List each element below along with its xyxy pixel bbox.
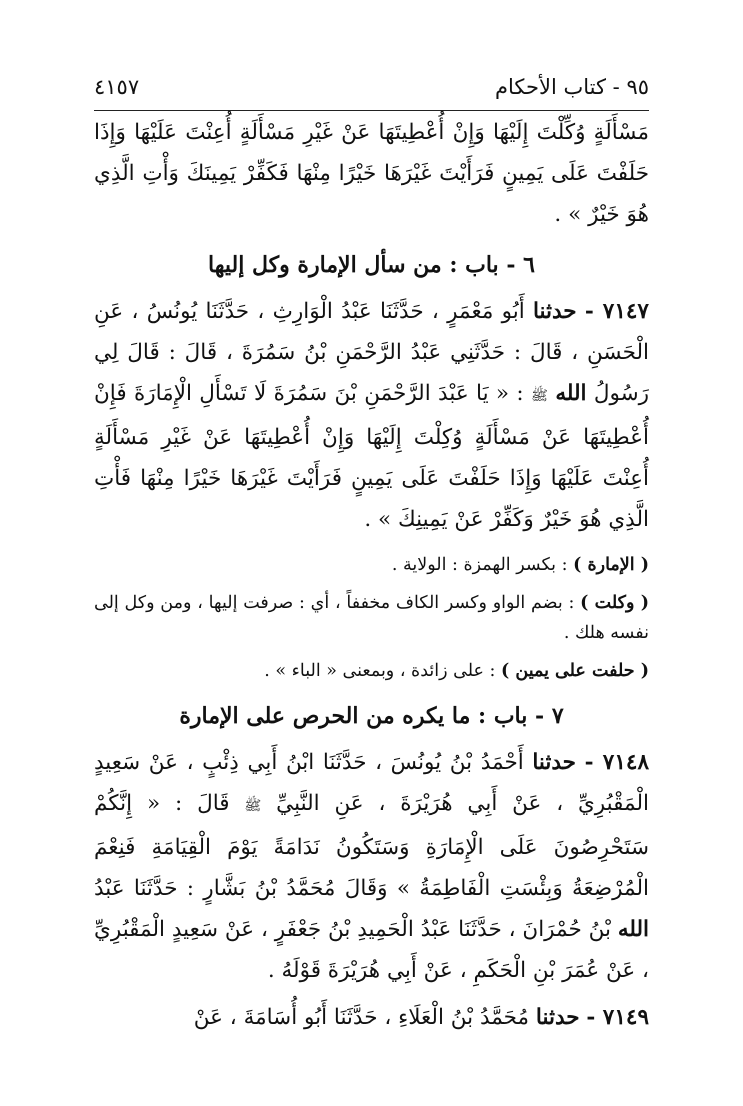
hadith-7149 [94, 997, 649, 1038]
hadith-7147 [94, 291, 649, 540]
note-term: ( الإمارة ) [573, 555, 649, 575]
note-imara [94, 550, 649, 580]
chapter-heading-6: ٦ - باب : من سأل الإمارة وكل إليها [208, 252, 535, 278]
hadith-lead: حدثنا [535, 1005, 580, 1030]
hadith-text: أَبُو مَعْمَرٍ ، حَدَّثَنَا عَبْدُ الْوَارِثِ ، حَدَّثَنَا يُونُسُ ، عَنِ الْحَسَنِ ، قَالَ : حَدَّثَنِي عَبْدُ الرَّحْمَنِ بْنُ سَمُرَةَ ، قَالَ : قَالَ لِي رَسُولُ [94, 299, 649, 406]
hadith-text: مُحَمَّدُ بْنُ الْعَلَاءِ ، حَدَّثَنَا أَبُو أُسَامَةَ ، عَنْ [193, 1005, 530, 1030]
allah-word: الله [617, 917, 650, 942]
note-wukilta [94, 588, 649, 648]
hadith-7148 [94, 742, 649, 991]
note-term: ( حلفت على يمين ) [501, 661, 649, 681]
note-text: : على زائدة ، وبمعنى « الباء » . [264, 661, 496, 681]
note-term: ( وكلت ) [580, 593, 649, 613]
hadith-lead: حدثنا [532, 750, 576, 775]
hadith-text-rest: : « يَا عَبْدَ الرَّحْمَنِ بْنَ سَمُرَةَ لَا تَسْأَلِ الْإِمَارَةَ فَإِنْ أُعْطِيتَهَا عَنْ مَسْأَلَةٍ وُكِلْتَ إِلَيْهَا وَإِنْ أُعْطِيتَهَا عَنْ غَيْرِ مَسْأَلَةٍ أُعِنْتَ عَلَيْهَا وَإِذَا حَلَفْتَ عَلَى يَمِينٍ فَرَأَيْتَ غَيْرَهَا خَيْرًا مِنْهَا فَأْتِ الَّذِي هُوَ خَيْرٌ وَكَفِّرْ عَنْ يَمِينِكَ » . [94, 381, 649, 532]
hadith-lead: حدثنا [533, 299, 577, 324]
intro-paragraph: مَسْأَلَةٍ وُكِّلْتَ إِلَيْهَا وَإِنْ أُعْطِيتَهَا عَنْ غَيْرِ مَسْأَلَةٍ أُعِنْتَ عَلَيْهَا وَإِذَا حَلَفْتَ عَلَى يَمِينٍ فَرَأَيْتَ غَيْرَهَا خَيْرًا مِنْهَا فَكَفِّرْ يَمِينَكَ وَأْتِ الَّذِي هُوَ خَيْرٌ » . [94, 120, 649, 227]
page-body [94, 112, 649, 1038]
hadith-text-rest: قَالَ : « إِنَّكُمْ سَتَحْرِصُونَ عَلَى الْإِمَارَةِ وَسَتَكُونُ نَدَامَةً يَوْمَ الْقِيَامَةِ فَنِعْمَ الْمُرْضِعَةُ وَبِئْسَتِ الْفَاطِمَةُ » وَقَالَ مُحَمَّدُ بْنُ بَشَّارٍ : حَدَّثَنَا عَبْدُ [94, 791, 649, 901]
header-divider [94, 110, 649, 111]
chapter-title: ٩٥ - كتاب الأحكام [495, 75, 649, 99]
note-text: : بكسر الهمزة : الولاية . [391, 555, 568, 575]
salutation-seal: ﷺ [244, 798, 262, 814]
note-halafta [94, 656, 649, 686]
chapter-heading-7: ٧ - باب : ما يكره من الحرص على الإمارة [179, 703, 564, 729]
note-text: : بضم الواو وكسر الكاف مخففاً ، أي : صرفت إليها ، ومن وكل إلى نفسه هلك . [94, 593, 649, 643]
salutation-seal: ﷺ [531, 388, 548, 404]
running-header [94, 68, 649, 106]
hadith-number: ٧١٤٨ - [584, 750, 649, 775]
hadith-text-rest2: بْنُ حُمْرَانَ ، حَدَّثَنَا عَبْدُ الْحَمِيدِ بْنُ جَعْفَرٍ ، عَنْ سَعِيدٍ الْمَقْبُرِيِّ ، عَنْ عُمَرَ بْنِ الْحَكَمِ ، عَنْ أَبِي هُرَيْرَةَ قَوْلَهُ . [94, 917, 649, 983]
hadith-number: ٧١٤٩ - [586, 1005, 649, 1030]
allah-word: الله [555, 381, 587, 406]
page-number: ٤١٥٧ [94, 75, 140, 99]
hadith-text: أَحْمَدُ بْنُ يُونُسَ ، حَدَّثَنَا ابْنُ أَبِي ذِئْبٍ ، عَنْ سَعِيدٍ الْمَقْبُرِيِّ ، عَنْ أَبِي هُرَيْرَةَ ، عَنِ النَّبِيِّ [94, 750, 649, 816]
hadith-number: ٧١٤٧ - [584, 299, 649, 324]
